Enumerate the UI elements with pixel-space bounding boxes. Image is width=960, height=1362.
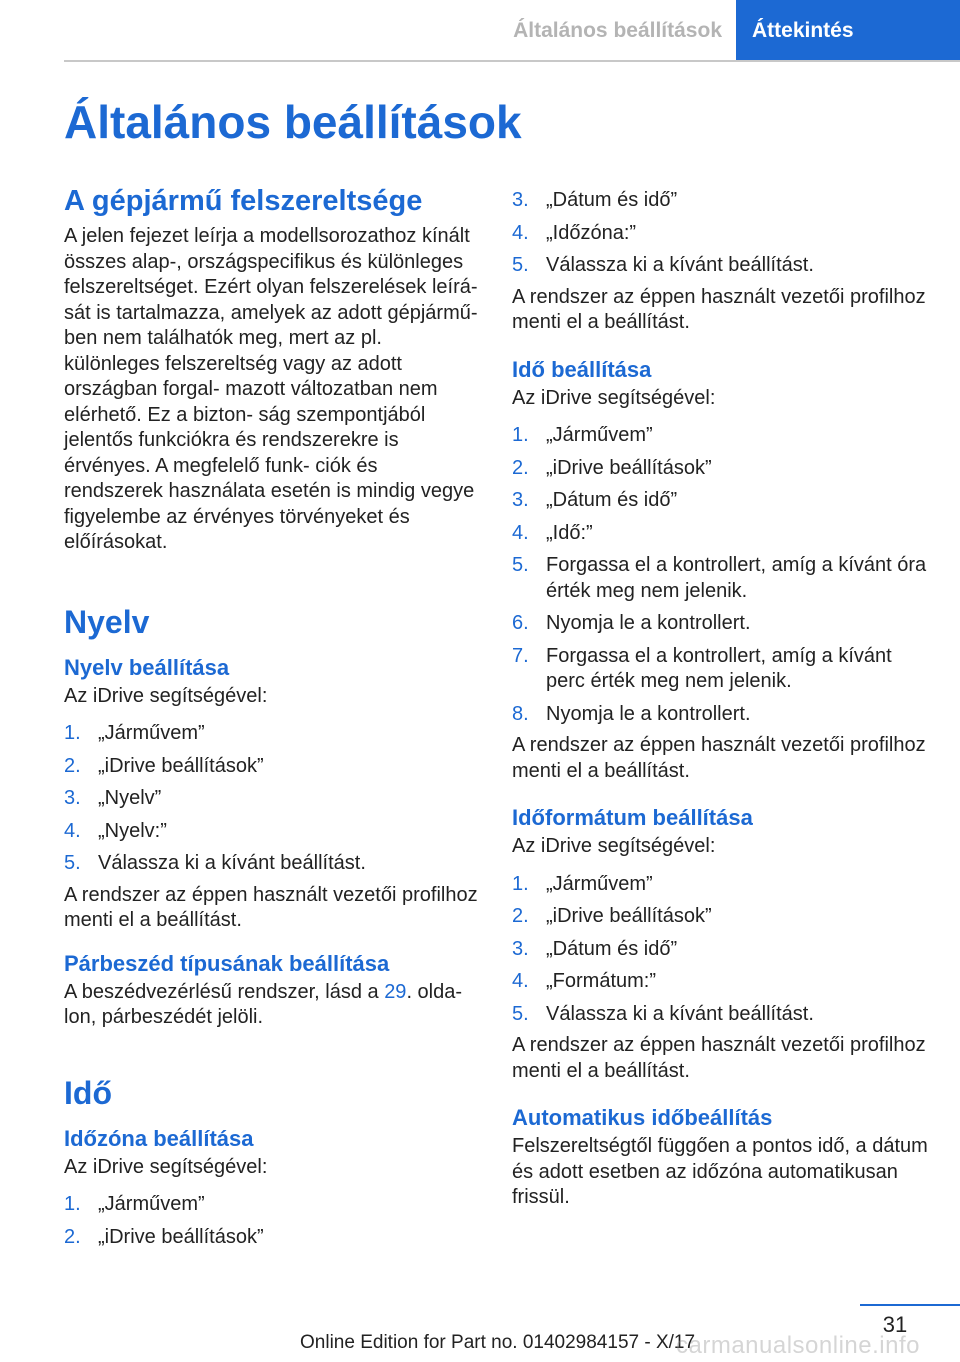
equipment-body: A jelen fejezet leírja a modellsorozathoz kínált összes alap-, országspecifikus és különleges felszereltséget. Ezért olyan felszerelések leírá‐ sát is tartalmazza, amelyek az adott gépjármű‐ ben nem találhatók meg, mert az pl. különleges felszereltség vagy az adott országban forgal‐ mazott változatban nem elérhető. Ez a bizton‐ ság szempontjából jelentős funkciókra és rendszerekre is érvényes. A megfelelő funk‐ ciók és rendszerek használata esetén is mindig vegye figyelembe az érvényes törvényeket és előírásokat. [64, 225, 478, 553]
list-item: 5. Válassza ki a kívánt beállítást. [64, 852, 366, 874]
list-item: 5. Forgassa el a kontrollert, amíg a kívánt óra érték meg nem jelenik. [512, 554, 927, 602]
language-intro: Az iDrive segítségével: [64, 684, 268, 707]
time-format-outro: A rendszer az éppen használt vezetői profilhoz menti el a beállítást. [512, 1034, 926, 1082]
page-number: 31 [882, 1312, 908, 1337]
equipment-heading: A gépjármű felszereltsége [64, 185, 423, 217]
list-item: 2. „iDrive beállítások” [512, 456, 712, 479]
watermark: carmanualsonline.info [676, 1332, 920, 1359]
list-item: 4. „Formátum:” [512, 970, 656, 992]
list-item: 3. „Dátum és idő” [512, 489, 678, 511]
left-column [64, 182, 480, 1250]
list-item: 3. „Dátum és idő” [512, 937, 678, 960]
list-item: 2. „iDrive beállítások” [64, 754, 264, 777]
language-steps [64, 721, 480, 877]
time-format-heading: Időformátum beállítása [512, 805, 753, 830]
auto-time-heading: Automatikus időbeállítás [512, 1105, 773, 1130]
time-set-outro: A rendszer az éppen használt vezetői profilhoz menti el a beállítást. [512, 734, 926, 782]
header-tabs [508, 0, 960, 62]
timezone-heading: Időzóna beállítása [64, 1125, 254, 1151]
time-format-steps [512, 872, 928, 1028]
list-item: 8. Nyomja le a kontrollert. [512, 702, 751, 725]
list-item: 4. „Időzóna:” [512, 221, 637, 244]
language-set-heading: Nyelv beállítása [64, 654, 230, 680]
list-item: 1. „Járművem” [512, 872, 653, 895]
right-column [512, 182, 928, 1211]
list-item: 3. „Nyelv” [64, 787, 162, 809]
timezone-outro: A rendszer az éppen használt vezetői profilhoz menti el a beállítást. [512, 285, 926, 333]
list-item: 5. Válassza ki a kívánt beállítást. [512, 1002, 814, 1025]
list-item: 6. Nyomja le a kontrollert. [512, 612, 751, 634]
edition-text: Online Edition for Part no. 01402984157 - X/17 [300, 1332, 696, 1353]
footer-divider [860, 1304, 960, 1306]
list-item: 2. „iDrive beállítások” [64, 1225, 264, 1248]
dialog-type-body: A beszédvezérlésű rendszer, lásd a 29. olda‐ lon, párbeszédét jelöli. [64, 980, 463, 1028]
auto-time-body: Felszereltségtől függően a pontos idő, a dátum és adott esetben az időzóna automatikusan frissül. [512, 1135, 928, 1208]
time-format-intro: Az iDrive segítségével: [512, 835, 716, 857]
list-item: 7. Forgassa el a kontrollert, amíg a kívánt perc érték meg nem jelenik. [512, 644, 892, 692]
dialog-type-heading: Párbeszéd típusának beállítása [64, 950, 390, 976]
header-divider [64, 60, 960, 62]
language-outro: A rendszer az éppen használt vezetői profilhoz menti el a beállítást. [64, 883, 478, 931]
language-heading: Nyelv [64, 603, 150, 640]
list-item: 3. „Dátum és idő” [512, 189, 678, 211]
list-item: 2. „iDrive beállítások” [512, 905, 712, 927]
list-item: 5. Válassza ki a kívánt beállítást. [512, 254, 814, 276]
time-set-intro: Az iDrive segítségével: [512, 386, 716, 409]
list-item: 1. „Járművem” [64, 1193, 205, 1215]
time-set-heading: Idő beállítása [512, 356, 652, 382]
list-item: 1. „Járművem” [512, 424, 653, 446]
list-item: 4. „Idő:” [512, 521, 593, 544]
time-heading: Idő [64, 1074, 112, 1111]
timezone-intro: Az iDrive segítségével: [64, 1155, 268, 1178]
list-item: 1. „Járművem” [64, 722, 205, 744]
page-title: Általános beállítások [64, 96, 522, 148]
page-reference-link[interactable]: 29 [384, 980, 407, 1003]
time-set-steps [512, 423, 928, 727]
tab-overview[interactable]: Áttekintés [736, 0, 960, 62]
timezone-steps-continued [512, 188, 928, 279]
tab-section-title[interactable]: Általános beállítások [513, 19, 722, 42]
list-item: 4. „Nyelv:” [64, 819, 167, 842]
timezone-steps [64, 1192, 480, 1250]
